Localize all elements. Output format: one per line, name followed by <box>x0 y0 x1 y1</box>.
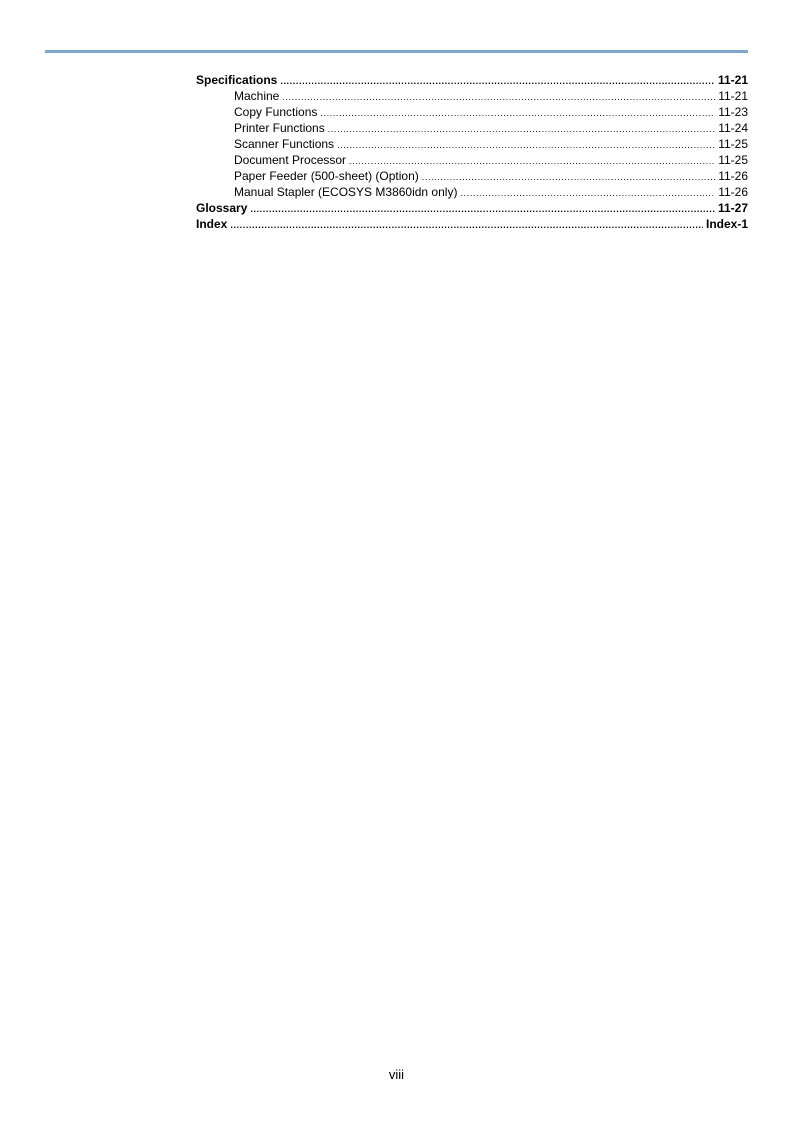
toc-entry-page: 11-26 <box>718 185 748 199</box>
toc-entry-page: 11-24 <box>718 121 748 135</box>
dot-leader <box>337 137 715 153</box>
toc-entry-page: 11-25 <box>718 137 748 151</box>
toc-entry-label: Paper Feeder (500-sheet) (Option) <box>234 169 419 183</box>
toc-entry-scanner-functions[interactable] <box>196 136 748 152</box>
toc-entry-label: Specifications <box>196 73 278 87</box>
toc-entry-specifications[interactable] <box>196 72 748 88</box>
dot-leader <box>460 185 715 201</box>
toc-entry-paper-feeder[interactable] <box>196 168 748 184</box>
toc-entry-label: Machine <box>234 89 280 103</box>
toc-entry-label: Printer Functions <box>234 121 325 135</box>
toc-entry-index[interactable] <box>196 216 748 232</box>
dot-leader <box>320 105 715 121</box>
dot-leader <box>282 89 715 105</box>
dot-leader <box>422 169 715 185</box>
toc-entry-printer-functions[interactable] <box>196 120 748 136</box>
header-rule <box>45 50 748 53</box>
toc-entry-manual-stapler[interactable] <box>196 184 748 200</box>
dot-leader <box>280 73 715 89</box>
page-number: viii <box>388 1067 405 1082</box>
dot-leader <box>349 153 715 169</box>
dot-leader <box>250 201 715 217</box>
toc-entry-label: Document Processor <box>234 153 347 167</box>
dot-leader <box>328 121 715 137</box>
toc-entry-page: 11-25 <box>718 153 748 167</box>
toc-entry-page: 11-21 <box>717 73 748 87</box>
toc-entry-page: 11-26 <box>718 169 748 183</box>
toc-entry-label: Scanner Functions <box>234 137 335 151</box>
dot-leader <box>230 217 703 233</box>
toc-entry-document-processor[interactable] <box>196 152 748 168</box>
toc-entry-label: Manual Stapler (ECOSYS M3860idn only) <box>234 185 458 199</box>
toc-entry-page: 11-21 <box>718 89 748 103</box>
toc-entry-machine[interactable] <box>196 88 748 104</box>
toc-entry-page: 11-27 <box>717 201 748 215</box>
toc-entry-copy-functions[interactable] <box>196 104 748 120</box>
toc-entry-label: Copy Functions <box>234 105 318 119</box>
toc-entry-page: 11-23 <box>718 105 748 119</box>
table-of-contents <box>196 72 748 232</box>
toc-entry-glossary[interactable] <box>196 200 748 216</box>
toc-entry-label: Glossary <box>196 201 248 215</box>
toc-entry-page: Index-1 <box>705 217 748 231</box>
toc-entry-label: Index <box>196 217 228 231</box>
